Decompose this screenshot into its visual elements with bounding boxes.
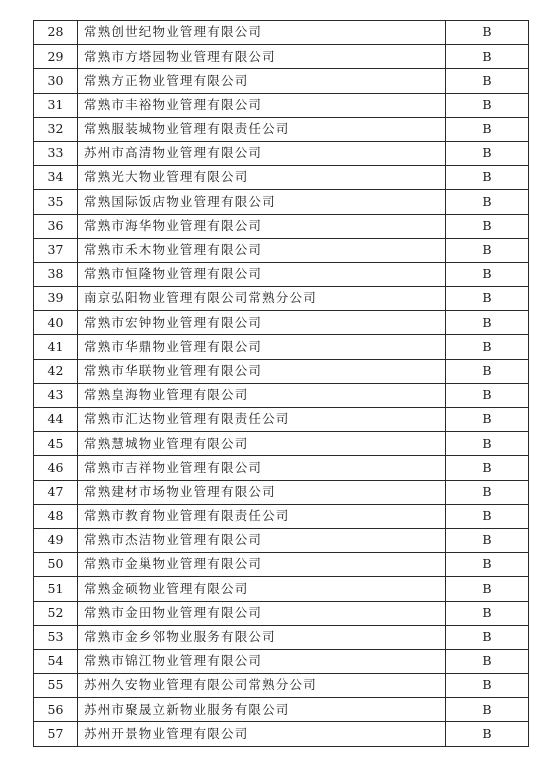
company-name: 常熟市金田物业管理有限公司 [78, 601, 446, 625]
company-name: 常熟金硕物业管理有限公司 [78, 577, 446, 601]
grade: B [446, 93, 529, 117]
company-grade-table [33, 20, 529, 747]
grade: B [446, 287, 529, 311]
table-row [34, 625, 529, 649]
row-number: 32 [34, 117, 78, 141]
grade: B [446, 480, 529, 504]
company-name: 常熟市华联物业管理有限公司 [78, 359, 446, 383]
company-name: 南京弘阳物业管理有限公司常熟分公司 [78, 287, 446, 311]
row-number: 34 [34, 166, 78, 190]
row-number: 47 [34, 480, 78, 504]
table-row [34, 335, 529, 359]
table-row [34, 456, 529, 480]
company-name: 常熟市锦江物业管理有限公司 [78, 649, 446, 673]
table-row [34, 432, 529, 456]
table-row [34, 722, 529, 746]
grade: B [446, 117, 529, 141]
table-row [34, 383, 529, 407]
grade: B [446, 674, 529, 698]
company-name: 苏州市高清物业管理有限公司 [78, 141, 446, 165]
company-name: 苏州久安物业管理有限公司常熟分公司 [78, 674, 446, 698]
company-name: 常熟市方塔园物业管理有限公司 [78, 45, 446, 69]
row-number: 49 [34, 528, 78, 552]
row-number: 44 [34, 408, 78, 432]
grade: B [446, 311, 529, 335]
company-name: 常熟市杰洁物业管理有限公司 [78, 528, 446, 552]
company-name: 常熟慧城物业管理有限公司 [78, 432, 446, 456]
table-row [34, 93, 529, 117]
row-number: 56 [34, 698, 78, 722]
grade: B [446, 432, 529, 456]
company-name: 常熟市恒隆物业管理有限公司 [78, 262, 446, 286]
table-row [34, 141, 529, 165]
row-number: 37 [34, 238, 78, 262]
grade: B [446, 722, 529, 746]
table-row [34, 287, 529, 311]
grade: B [446, 553, 529, 577]
company-name: 常熟方正物业管理有限公司 [78, 69, 446, 93]
table-row [34, 69, 529, 93]
company-name: 常熟市教育物业管理有限责任公司 [78, 504, 446, 528]
grade: B [446, 408, 529, 432]
table-row [34, 528, 529, 552]
table-row [34, 262, 529, 286]
grade: B [446, 45, 529, 69]
table-row [34, 214, 529, 238]
grade: B [446, 698, 529, 722]
grade: B [446, 190, 529, 214]
company-name: 常熟市金乡邻物业服务有限公司 [78, 625, 446, 649]
company-name: 常熟市宏钟物业管理有限公司 [78, 311, 446, 335]
table-row [34, 553, 529, 577]
grade: B [446, 528, 529, 552]
grade: B [446, 238, 529, 262]
table-row [34, 408, 529, 432]
company-name: 常熟市金巢物业管理有限公司 [78, 553, 446, 577]
table-row [34, 601, 529, 625]
row-number: 45 [34, 432, 78, 456]
grade: B [446, 456, 529, 480]
company-name: 常熟市华鼎物业管理有限公司 [78, 335, 446, 359]
row-number: 36 [34, 214, 78, 238]
row-number: 43 [34, 383, 78, 407]
row-number: 57 [34, 722, 78, 746]
grade: B [446, 649, 529, 673]
table-row [34, 190, 529, 214]
grade: B [446, 359, 529, 383]
row-number: 40 [34, 311, 78, 335]
row-number: 30 [34, 69, 78, 93]
table-row [34, 117, 529, 141]
row-number: 33 [34, 141, 78, 165]
table-row [34, 504, 529, 528]
grade: B [446, 383, 529, 407]
row-number: 35 [34, 190, 78, 214]
company-name: 苏州开景物业管理有限公司 [78, 722, 446, 746]
company-name: 常熟市海华物业管理有限公司 [78, 214, 446, 238]
company-name: 常熟市禾木物业管理有限公司 [78, 238, 446, 262]
table-row [34, 166, 529, 190]
row-number: 55 [34, 674, 78, 698]
table-row [34, 311, 529, 335]
grade: B [446, 214, 529, 238]
grade: B [446, 21, 529, 45]
grade: B [446, 262, 529, 286]
row-number: 38 [34, 262, 78, 286]
row-number: 46 [34, 456, 78, 480]
table-row [34, 674, 529, 698]
table-row [34, 238, 529, 262]
row-number: 50 [34, 553, 78, 577]
table-row [34, 480, 529, 504]
row-number: 53 [34, 625, 78, 649]
row-number: 41 [34, 335, 78, 359]
table-row [34, 649, 529, 673]
row-number: 42 [34, 359, 78, 383]
company-name: 常熟建材市场物业管理有限公司 [78, 480, 446, 504]
row-number: 54 [34, 649, 78, 673]
table-body [34, 21, 529, 747]
row-number: 52 [34, 601, 78, 625]
company-name: 常熟服装城物业管理有限责任公司 [78, 117, 446, 141]
company-name: 常熟市吉祥物业管理有限公司 [78, 456, 446, 480]
company-name: 苏州市聚晟立新物业服务有限公司 [78, 698, 446, 722]
grade: B [446, 166, 529, 190]
table-row [34, 45, 529, 69]
company-name: 常熟国际饭店物业管理有限公司 [78, 190, 446, 214]
company-name: 常熟创世纪物业管理有限公司 [78, 21, 446, 45]
row-number: 28 [34, 21, 78, 45]
grade: B [446, 504, 529, 528]
grade: B [446, 335, 529, 359]
row-number: 39 [34, 287, 78, 311]
company-name: 常熟市丰裕物业管理有限公司 [78, 93, 446, 117]
company-name: 常熟市汇达物业管理有限责任公司 [78, 408, 446, 432]
table-row [34, 21, 529, 45]
grade: B [446, 625, 529, 649]
company-name: 常熟皇海物业管理有限公司 [78, 383, 446, 407]
row-number: 29 [34, 45, 78, 69]
grade: B [446, 577, 529, 601]
company-name: 常熟光大物业管理有限公司 [78, 166, 446, 190]
row-number: 51 [34, 577, 78, 601]
grade: B [446, 141, 529, 165]
grade: B [446, 69, 529, 93]
table-row [34, 698, 529, 722]
table-row [34, 359, 529, 383]
table-row [34, 577, 529, 601]
row-number: 48 [34, 504, 78, 528]
row-number: 31 [34, 93, 78, 117]
grade: B [446, 601, 529, 625]
